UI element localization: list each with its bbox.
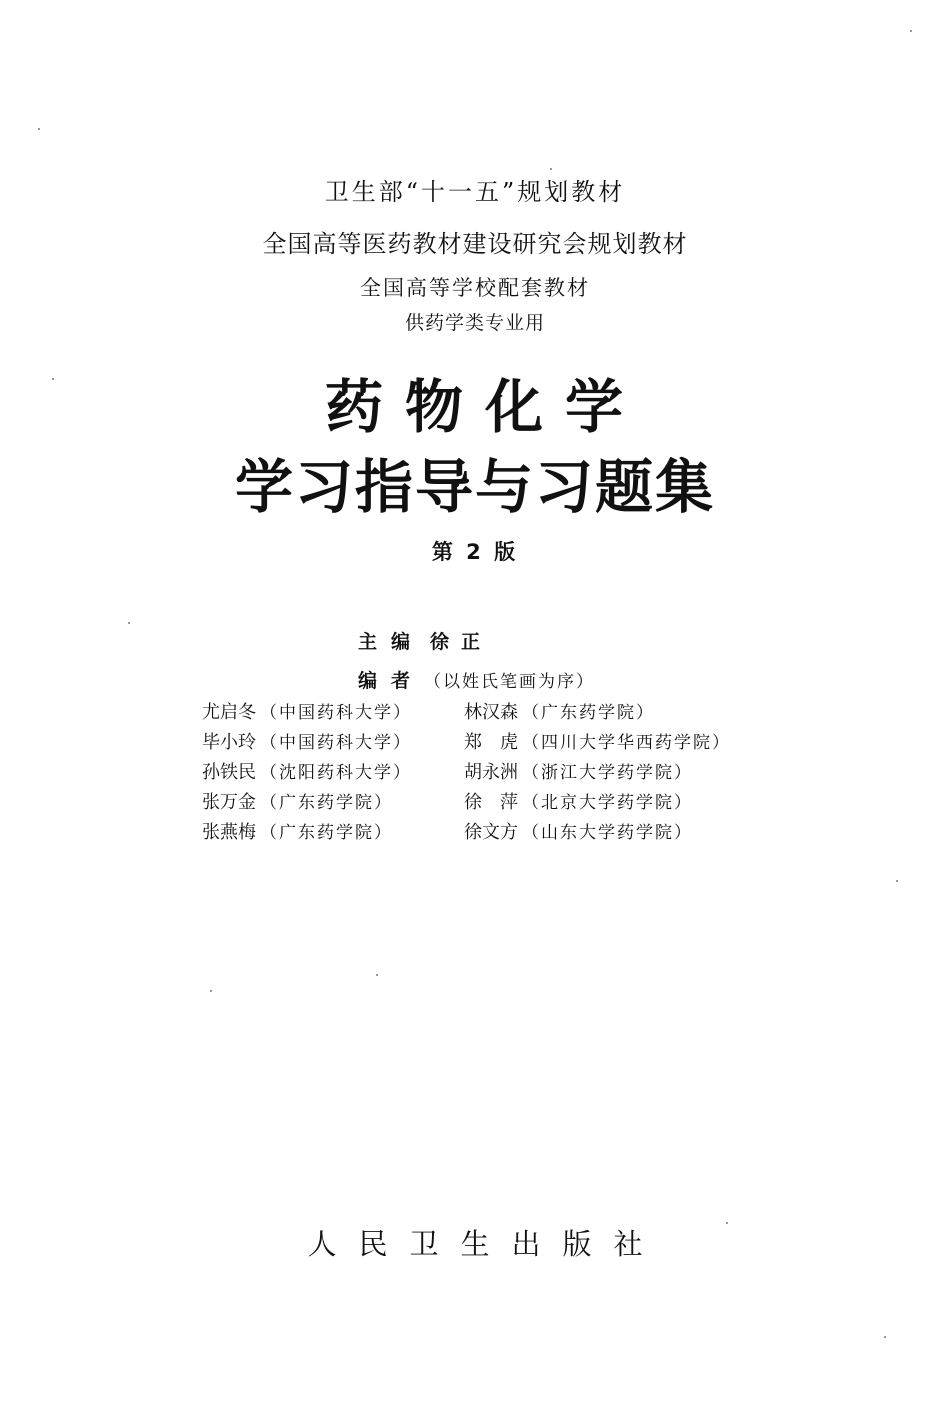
author-name: 张燕梅 <box>202 822 256 843</box>
author-affiliation: （广东药学院） <box>260 823 393 843</box>
author-entry <box>202 788 393 818</box>
book-title-line-2: 学习指导与习题集 <box>234 453 715 521</box>
scan-speck <box>884 1336 886 1338</box>
authors-heading-note: （以姓氏笔画为序） <box>424 672 596 692</box>
series-line-2: 全国高等医药教材建设研究会规划教材 <box>262 230 688 258</box>
author-affiliation: （广东药学院） <box>260 793 393 813</box>
author-entry <box>202 818 393 848</box>
author-entry <box>202 758 412 788</box>
author-affiliation: （中国药科大学） <box>260 733 412 753</box>
author-affiliation: （北京大学药学院） <box>522 793 693 813</box>
author-name: 徐 萍 <box>464 792 518 813</box>
author-affiliation: （沈阳药科大学） <box>260 763 412 783</box>
author-entry <box>464 728 731 758</box>
scan-speck <box>376 974 378 976</box>
series-line-3: 全国高等学校配套教材 <box>360 276 590 300</box>
authors-heading <box>358 666 595 693</box>
author-entry <box>464 788 693 818</box>
author-entry <box>202 698 412 728</box>
author-affiliation: （山东大学药学院） <box>522 823 693 843</box>
edition-label: 第 2 版 <box>431 540 519 564</box>
authors-heading-label: 编者 <box>358 670 425 692</box>
author-entry <box>464 698 655 728</box>
chief-editor-name: 徐正 <box>430 631 493 653</box>
author-name: 徐文方 <box>464 822 518 843</box>
scan-speck <box>896 880 898 882</box>
author-name: 林汉森 <box>464 702 518 723</box>
author-name: 尤启冬 <box>202 702 256 723</box>
chief-editor <box>358 627 492 654</box>
scan-speck <box>128 622 130 624</box>
author-entry <box>202 728 412 758</box>
scan-speck <box>210 990 212 992</box>
scan-speck <box>52 378 54 380</box>
chief-editor-label: 主编 <box>358 631 425 653</box>
author-affiliation: （四川大学华西药学院） <box>522 733 731 753</box>
series-line-1: 卫生部“十一五”规划教材 <box>324 178 626 206</box>
author-affiliation: （广东药学院） <box>522 703 655 723</box>
scan-speck <box>726 1222 728 1224</box>
author-entry <box>464 758 693 788</box>
book-title-line-1: 药物化学 <box>324 373 645 441</box>
author-name: 郑 虎 <box>464 732 518 753</box>
author-name: 张万金 <box>202 792 256 813</box>
scan-speck <box>910 30 912 32</box>
author-name: 孙铁民 <box>202 762 256 783</box>
author-affiliation: （中国药科大学） <box>260 703 412 723</box>
scan-speck <box>38 128 40 130</box>
publisher-name: 人民卫生出版社 <box>307 1227 665 1261</box>
scan-speck <box>550 168 552 170</box>
author-name: 毕小玲 <box>202 732 256 753</box>
author-name: 胡永洲 <box>464 762 518 783</box>
author-entry <box>464 818 693 848</box>
author-affiliation: （浙江大学药学院） <box>522 763 693 783</box>
usage-line: 供药学类专业用 <box>404 312 545 334</box>
